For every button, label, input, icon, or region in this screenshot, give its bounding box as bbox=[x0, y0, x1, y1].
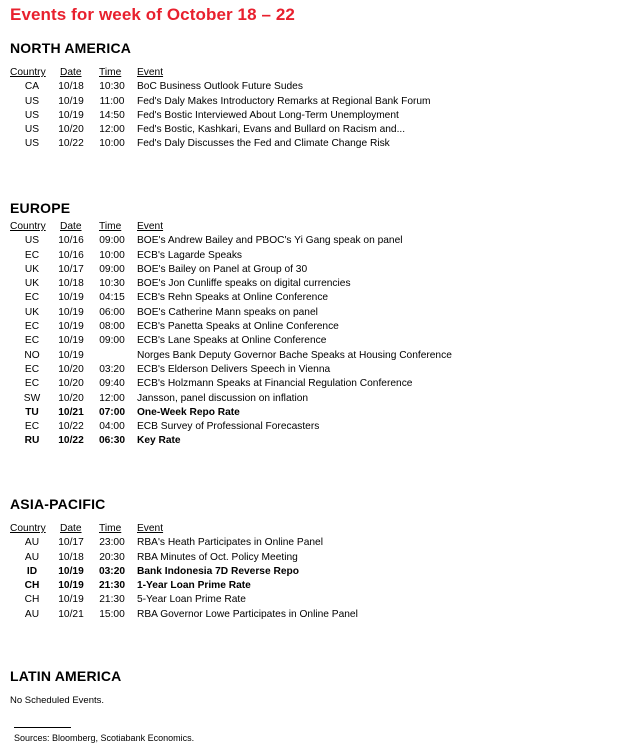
table-row bbox=[10, 579, 610, 593]
event-cell: ECB's Lane Speaks at Online Conference bbox=[137, 335, 327, 347]
time-cell: 04:15 bbox=[99, 292, 125, 304]
header-date: Date bbox=[60, 221, 82, 232]
event-cell: Key Rate bbox=[137, 435, 181, 447]
events-table bbox=[10, 234, 610, 448]
header-date: Date bbox=[60, 523, 82, 534]
header-event: Event bbox=[137, 221, 164, 232]
country-cell: US bbox=[24, 124, 40, 136]
event-cell: ECB's Holzmann Speaks at Financial Regulation Conference bbox=[137, 378, 413, 390]
time-cell: 08:00 bbox=[99, 321, 125, 333]
date-cell: 10/16 bbox=[58, 235, 84, 247]
section-title: LATIN AMERICA bbox=[10, 668, 122, 684]
event-cell: Fed's Daly Makes Introductory Remarks at Regional Bank Forum bbox=[137, 95, 431, 107]
date-cell: 10/20 bbox=[58, 378, 84, 390]
country-cell: US bbox=[24, 95, 40, 107]
country-cell: AU bbox=[24, 551, 40, 563]
event-cell: 1-Year Loan Prime Rate bbox=[137, 580, 251, 592]
time-cell: 09:00 bbox=[99, 263, 125, 275]
event-cell: RBA's Heath Participates in Online Panel bbox=[137, 537, 323, 549]
time-cell: 10:00 bbox=[99, 138, 125, 150]
event-cell: One-Week Repo Rate bbox=[137, 406, 240, 418]
time-cell: 20:30 bbox=[99, 551, 125, 563]
event-cell: 5-Year Loan Prime Rate bbox=[137, 594, 246, 606]
header-country: Country bbox=[10, 67, 46, 78]
date-cell: 10/19 bbox=[58, 565, 84, 577]
table-row bbox=[10, 349, 610, 363]
header-event: Event bbox=[137, 67, 164, 78]
time-cell: 15:00 bbox=[99, 608, 125, 620]
time-cell: 23:00 bbox=[99, 537, 125, 549]
table-row bbox=[10, 392, 610, 406]
table-row bbox=[10, 234, 610, 248]
date-cell: 10/22 bbox=[58, 421, 84, 433]
date-cell: 10/17 bbox=[58, 263, 84, 275]
country-cell: UK bbox=[24, 306, 40, 318]
table-row bbox=[10, 95, 610, 109]
header-time: Time bbox=[99, 67, 122, 78]
event-cell: Bank Indonesia 7D Reverse Repo bbox=[137, 565, 299, 577]
section-title: EUROPE bbox=[10, 200, 71, 216]
date-cell: 10/22 bbox=[58, 435, 84, 447]
event-cell: RBA Governor Lowe Participates in Online Panel bbox=[137, 608, 358, 620]
date-cell: 10/19 bbox=[58, 321, 84, 333]
events-table bbox=[10, 80, 610, 151]
table-row bbox=[10, 420, 610, 434]
country-cell: ID bbox=[26, 565, 38, 577]
country-cell: UK bbox=[24, 278, 40, 290]
country-cell: CH bbox=[24, 580, 40, 592]
header-event: Event bbox=[137, 523, 164, 534]
table-row bbox=[10, 536, 610, 550]
date-cell: 10/21 bbox=[58, 608, 84, 620]
event-cell: ECB's Rehn Speaks at Online Conference bbox=[137, 292, 329, 304]
date-cell: 10/19 bbox=[58, 95, 84, 107]
table-row bbox=[10, 363, 610, 377]
country-cell: EC bbox=[24, 421, 40, 433]
time-cell: 11:00 bbox=[99, 95, 125, 107]
table-row bbox=[10, 377, 610, 391]
time-cell: 14:50 bbox=[99, 109, 125, 121]
event-cell: ECB Survey of Professional Forecasters bbox=[137, 421, 320, 433]
table-row bbox=[10, 608, 610, 622]
header-time: Time bbox=[99, 523, 122, 534]
event-cell: BOE's Catherine Mann speaks on panel bbox=[137, 306, 318, 318]
table-row bbox=[10, 434, 610, 448]
section-north-america bbox=[10, 40, 610, 152]
table-row bbox=[10, 137, 610, 151]
event-cell: Fed's Bostic, Kashkari, Evans and Bullard on Racism and... bbox=[137, 124, 406, 136]
event-cell: Jansson, panel discussion on inflation bbox=[137, 392, 309, 404]
table-row bbox=[10, 291, 610, 305]
section-latin-america bbox=[10, 668, 610, 706]
date-cell: 10/16 bbox=[58, 249, 84, 261]
table-row bbox=[10, 249, 610, 263]
section-asia-pacific bbox=[10, 496, 610, 622]
country-cell: SW bbox=[23, 392, 41, 404]
event-cell: BOE's Andrew Bailey and PBOC's Yi Gang speak on panel bbox=[137, 235, 403, 247]
date-cell: 10/17 bbox=[58, 537, 84, 549]
event-cell: RBA Minutes of Oct. Policy Meeting bbox=[137, 551, 298, 563]
date-cell: 10/20 bbox=[58, 363, 84, 375]
country-cell: AU bbox=[24, 537, 40, 549]
country-cell: EC bbox=[24, 321, 40, 333]
date-cell: 10/22 bbox=[58, 138, 84, 150]
event-cell: BOE's Jon Cunliffe speaks on digital currencies bbox=[137, 278, 351, 290]
country-cell: US bbox=[24, 109, 40, 121]
header-country: Country bbox=[10, 523, 46, 534]
date-cell: 10/19 bbox=[58, 349, 84, 361]
country-cell: AU bbox=[24, 608, 40, 620]
time-cell: 10:00 bbox=[99, 249, 125, 261]
event-cell: BOE's Bailey on Panel at Group of 30 bbox=[137, 263, 308, 275]
table-row bbox=[10, 551, 610, 565]
country-cell: EC bbox=[24, 292, 40, 304]
time-cell: 09:40 bbox=[99, 378, 125, 390]
date-cell: 10/18 bbox=[58, 551, 84, 563]
time-cell: 09:00 bbox=[99, 335, 125, 347]
country-cell: EC bbox=[24, 363, 40, 375]
table-header bbox=[10, 522, 610, 536]
section-europe bbox=[10, 200, 610, 449]
table-row bbox=[10, 565, 610, 579]
date-cell: 10/20 bbox=[58, 124, 84, 136]
country-cell: UK bbox=[24, 263, 40, 275]
event-cell: ECB's Lagarde Speaks bbox=[137, 249, 243, 261]
table-row bbox=[10, 277, 610, 291]
page-title: Events for week of October 18 – 22 bbox=[10, 5, 295, 24]
country-cell: EC bbox=[24, 378, 40, 390]
table-row bbox=[10, 406, 610, 420]
time-cell: 07:00 bbox=[98, 406, 126, 418]
event-cell: BoC Business Outlook Future Sudes bbox=[137, 81, 303, 93]
event-cell: Fed's Daly Discusses the Fed and Climate Change Risk bbox=[137, 138, 390, 150]
date-cell: 10/19 bbox=[58, 292, 84, 304]
country-cell: CH bbox=[24, 594, 40, 606]
header-country: Country bbox=[10, 221, 46, 232]
time-cell: 04:00 bbox=[99, 421, 125, 433]
country-cell: CA bbox=[24, 81, 40, 93]
country-cell: TU bbox=[25, 406, 39, 418]
date-cell: 10/18 bbox=[58, 81, 84, 93]
time-cell: 21:30 bbox=[98, 580, 126, 592]
time-cell: 09:00 bbox=[99, 235, 125, 247]
event-cell: ECB's Panetta Speaks at Online Conference bbox=[137, 321, 339, 333]
country-cell: EC bbox=[24, 249, 40, 261]
event-cell: ECB's Elderson Delivers Speech in Vienna bbox=[137, 363, 331, 375]
table-row bbox=[10, 593, 610, 607]
date-cell: 10/18 bbox=[58, 278, 84, 290]
table-row bbox=[10, 109, 610, 123]
country-cell: US bbox=[24, 138, 40, 150]
time-cell: 03:20 bbox=[98, 565, 126, 577]
date-cell: 10/19 bbox=[58, 594, 84, 606]
time-cell: 06:30 bbox=[98, 435, 126, 447]
table-row bbox=[10, 306, 610, 320]
date-cell: 10/19 bbox=[58, 580, 84, 592]
table-header bbox=[10, 220, 610, 234]
time-cell: 12:00 bbox=[99, 392, 125, 404]
time-cell: 21:30 bbox=[99, 594, 125, 606]
country-cell: RU bbox=[24, 435, 40, 447]
country-cell: EC bbox=[24, 335, 40, 347]
section-title: ASIA-PACIFIC bbox=[10, 496, 106, 512]
header-time: Time bbox=[99, 221, 122, 232]
table-row bbox=[10, 80, 610, 94]
events-table bbox=[10, 536, 610, 622]
country-cell: NO bbox=[24, 349, 40, 361]
time-cell: 12:00 bbox=[99, 124, 125, 136]
time-cell: 10:30 bbox=[99, 278, 125, 290]
event-cell: Fed's Bostic Interviewed About Long-Term Unemployment bbox=[137, 109, 399, 121]
date-cell: 10/19 bbox=[58, 335, 84, 347]
section-title: NORTH AMERICA bbox=[10, 40, 132, 56]
table-row bbox=[10, 334, 610, 348]
time-cell: 03:20 bbox=[99, 363, 125, 375]
no-events-note: No Scheduled Events. bbox=[10, 695, 105, 706]
date-cell: 10/19 bbox=[58, 306, 84, 318]
time-cell: 06:00 bbox=[99, 306, 125, 318]
table-row bbox=[10, 123, 610, 137]
table-row bbox=[10, 263, 610, 277]
footnote-rule bbox=[14, 727, 71, 728]
sources-note: Sources: Bloomberg, Scotiabank Economics. bbox=[14, 733, 195, 743]
time-cell: 10:30 bbox=[99, 81, 125, 93]
date-cell: 10/21 bbox=[58, 406, 84, 418]
table-row bbox=[10, 320, 610, 334]
date-cell: 10/19 bbox=[58, 109, 84, 121]
table-header bbox=[10, 66, 610, 80]
header-date: Date bbox=[60, 67, 82, 78]
date-cell: 10/20 bbox=[58, 392, 84, 404]
event-cell: Norges Bank Deputy Governor Bache Speaks at Housing Conference bbox=[137, 349, 452, 361]
country-cell: US bbox=[24, 235, 40, 247]
